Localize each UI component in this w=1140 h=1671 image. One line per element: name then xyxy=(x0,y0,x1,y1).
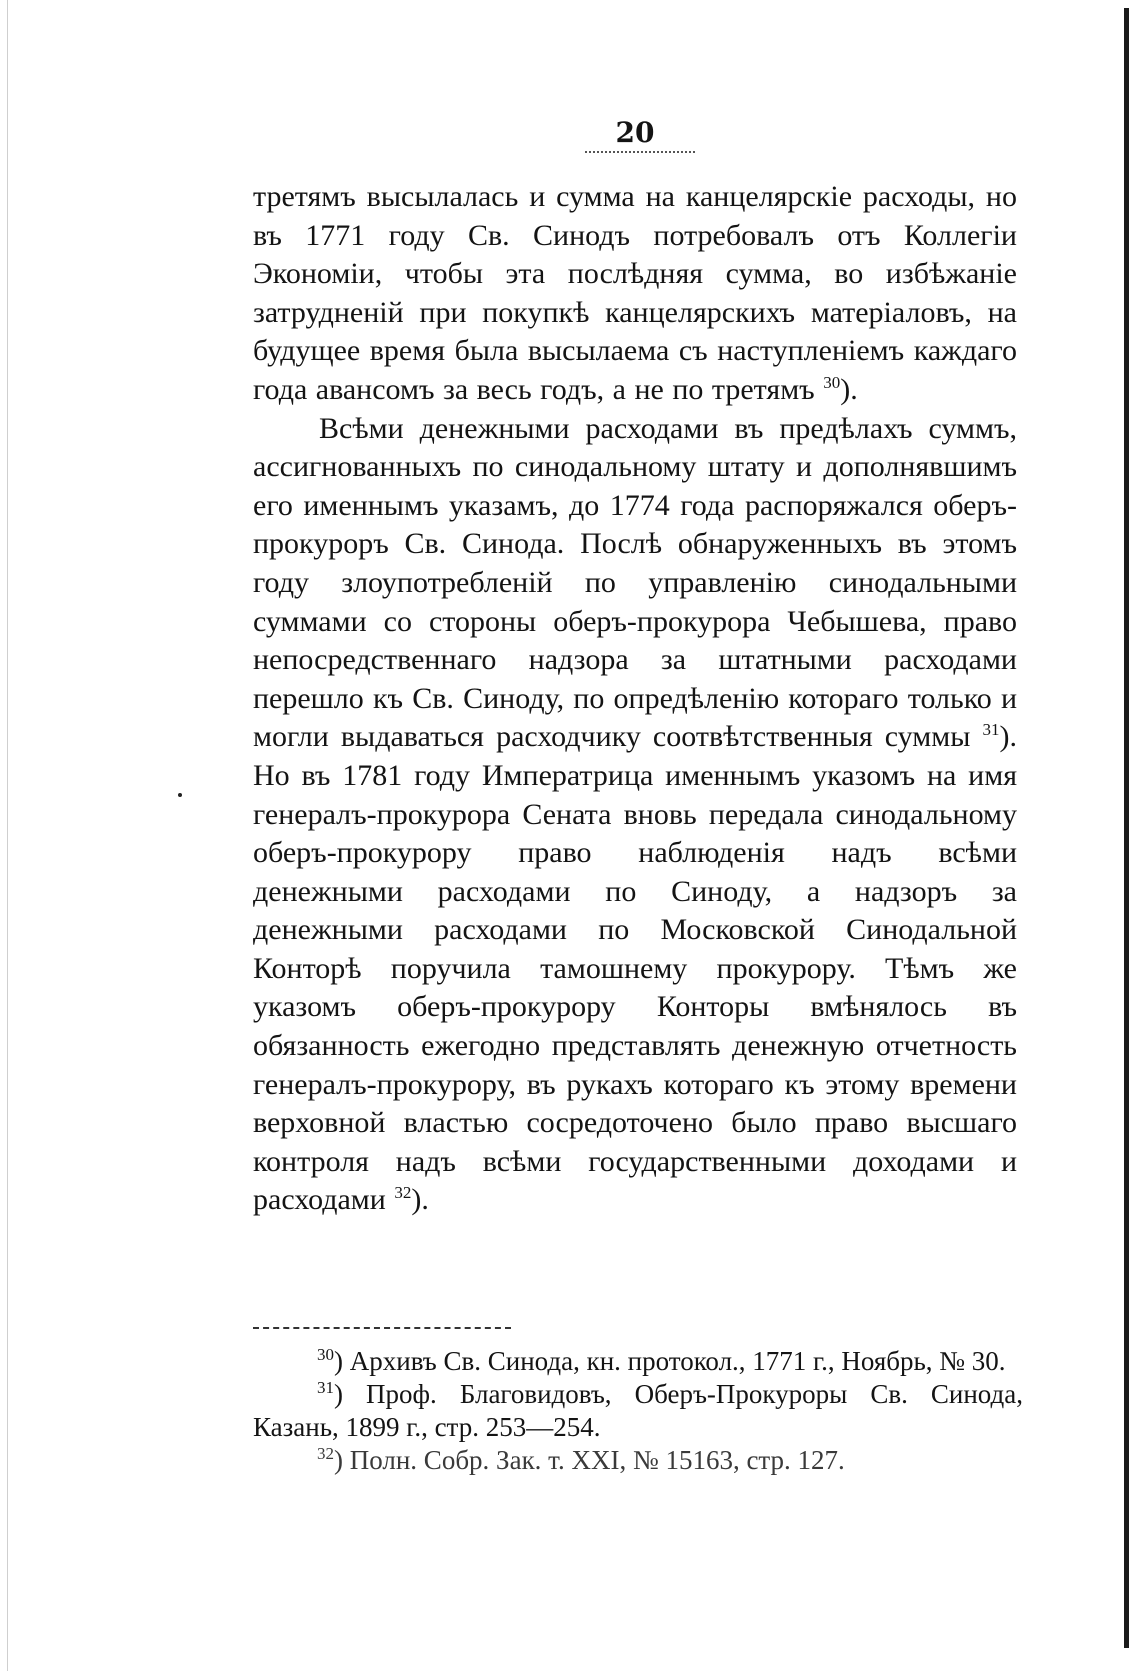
footnote-30 xyxy=(253,1345,1023,1378)
paragraph-2-text-b: ). Но въ 1781 году Императрица именнымъ указомъ на имя генералъ-прокурора Сената вновь передала синодальному оберъ-прокурору право наблюденія надъ всѣми денежными расходами по Синоду, а надзоръ за денежными расходами по Московской Синодальной Конторѣ поручила тамошнему прокурору. Тѣмъ же указомъ оберъ-прокурору Конторы вмѣнялось въ обязанность ежегодно представлять денежную отчетность генералъ-прокурору, въ рукахъ котораго къ этому времени верховной властью сосредоточено было право высшаго контроля надъ всѣми государственными доходами и расходами xyxy=(253,720,1017,1217)
footnote-ref-30[interactable]: 30 xyxy=(823,372,841,392)
footnote-32 xyxy=(253,1444,1023,1477)
footnote-number: 30 xyxy=(317,1345,334,1364)
footnote-text: ) Архивъ Св. Синода, кн. протокол., 1771 г., Ноябрь, № 30. xyxy=(334,1346,1006,1376)
footnote-31 xyxy=(253,1378,1023,1444)
footnote-number: 31 xyxy=(317,1378,334,1397)
paragraph-1-end: ). xyxy=(840,372,858,406)
footnote-separator xyxy=(253,1327,511,1329)
footnote-text: ) Проф. Благовидовъ, Оберъ-Прокуроры Св. Синода, Казань, 1899 г., стр. 253—254. xyxy=(253,1379,1023,1442)
footnote-ref-31[interactable]: 31 xyxy=(982,720,1000,740)
footnotes xyxy=(253,1345,1023,1477)
footnote-number: 32 xyxy=(317,1444,334,1463)
page-number-rule xyxy=(585,151,695,153)
scan-speck xyxy=(178,793,182,797)
paragraph-2-text-a: Всѣми денежными расходами въ предѣлахъ суммъ, ассигнованныхъ по синодальному штату и дополнявшимъ его именнымъ указамъ, до 1774 года распоряжался оберъ-прокуроръ Св. Синода. Послѣ обнаруженныхъ въ этомъ году злоупотребленій по управленію синодальными суммами со стороны оберъ-прокурора Чебышева, право непосредственнаго надзора за штатными расходами перешло къ Св. Синоду, по опредѣленію котораго только и могли выдаваться расходчику соотвѣтственныя суммы xyxy=(253,411,1017,754)
page-binding-edge xyxy=(1124,8,1129,1648)
paragraph-1-text: третямъ высылалась и сумма на канцелярскіе расходы, но въ 1771 году Св. Синодъ потребовалъ отъ Коллегіи Экономіи, чтобы эта послѣдняя сумма, во избѣжаніе затрудненій при покупкѣ канцелярскихъ матеріаловъ, на будущее время была высылаема съ наступленіемъ каждаго года авансомъ за весь годъ, а не по третямъ xyxy=(253,180,1017,406)
page-left-edge xyxy=(7,0,8,1671)
paragraph-1 xyxy=(253,178,1017,410)
footnote-text: ) Полн. Собр. Зак. т. XXI, № 15163, стр. 127. xyxy=(334,1445,845,1475)
paragraph-2 xyxy=(253,410,1017,1220)
page-number: 20 xyxy=(615,116,655,149)
main-text xyxy=(253,178,1017,1220)
paragraph-2-end: ). xyxy=(411,1183,429,1217)
footnote-ref-32[interactable]: 32 xyxy=(394,1183,412,1203)
